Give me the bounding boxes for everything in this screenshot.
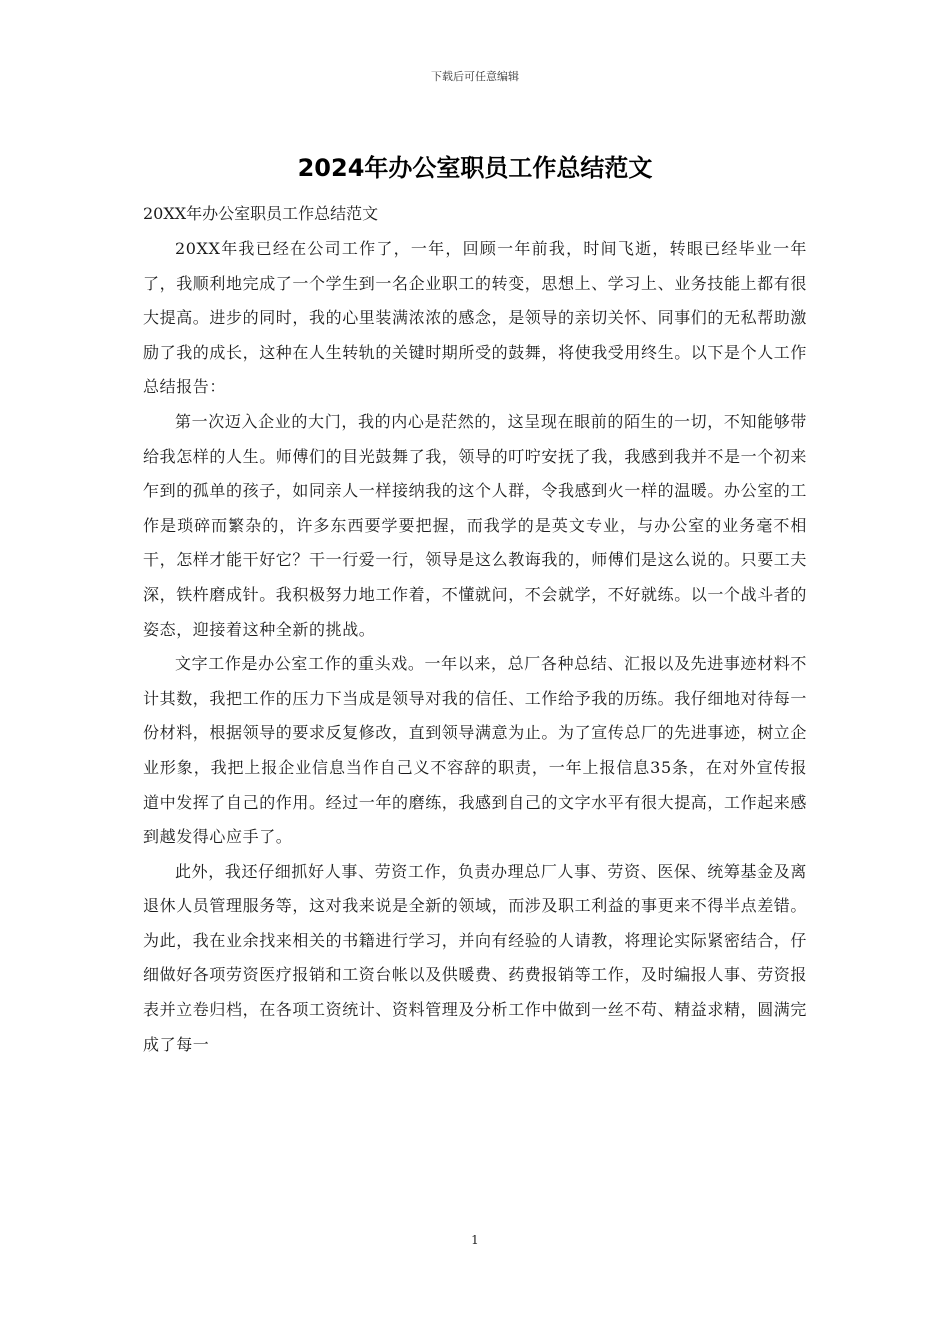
paragraph: 20XX年我已经在公司工作了，一年，回顾一年前我，时间飞逝，转眼已经毕业一年了，我顺利地完成了一个学生到一名企业职工的转变，思想上、学习上、业务技能上都有很大提高。进步的同时，我的心里装满浓浓的感念，是领导的亲切关怀、同事们的无私帮助激励了我的成长，这种在人生转轨的关键时期所受的鼓舞，将使我受用终生。以下是个人工作总结报告： xyxy=(143,239,808,397)
document-body xyxy=(143,232,807,1062)
paragraph: 此外，我还仔细抓好人事、劳资工作，负责办理总厂人事、劳资、医保、统筹基金及离退休人员管理服务等，这对我来说是全新的领域，而涉及职工利益的事更来不得半点差错。为此，我在业余找来相关的书籍进行学习，并向有经验的人请教，将理论实际紧密结合，仔细做好各项劳资医疗报销和工资台帐以及供暖费、药费报销等工作，及时编报人事、劳资报表并立卷归档，在各项工资统计、资料管理及分析工作中做到一丝不苟、精益求精，圆满完成了每一 xyxy=(143,861,808,1054)
document-title: 2024年办公室职员工作总结范文 xyxy=(297,154,653,182)
paragraph: 第一次迈入企业的大门，我的内心是茫然的，这呈现在眼前的陌生的一切，不知能够带给我怎样的人生。师傅们的目光鼓舞了我，领导的叮咛安抚了我，我感到我并不是一个初来乍到的孤单的孩子，如同亲人一样接纳我的这个人群，令我感到火一样的温暖。办公室的工作是琐碎而繁杂的，许多东西要学要把握，而我学的是英文专业，与办公室的业务毫不相干，怎样才能干好它？干一行爱一行，领导是这么教诲我的，师傅们是这么说的。只要工夫深，铁杵磨成针。我积极努力地工作着，不懂就问，不会就学，不好就练。以一个战斗者的姿态，迎接着这种全新的挑战。 xyxy=(143,411,808,639)
page-number: 1 xyxy=(471,1233,479,1247)
document-subtitle: 20XX年办公室职员工作总结范文 xyxy=(143,204,379,223)
paragraph: 文字工作是办公室工作的重头戏。一年以来，总厂各种总结、汇报以及先进事迹材料不计其数，我把工作的压力下当成是领导对我的信任、工作给予我的历练。我仔细地对待每一份材料，根据领导的要求反复修改，直到领导满意为止。为了宣传总厂的先进事迹，树立企业形象，我把上报企业信息当作自己义不容辞的职责，一年上报信息35条，在对外宣传报道中发挥了自己的作用。经过一年的磨练，我感到自己的文字水平有很大提高，工作起来感到越发得心应手了。 xyxy=(143,654,808,847)
header-note: 下载后可任意编辑 xyxy=(431,70,519,83)
